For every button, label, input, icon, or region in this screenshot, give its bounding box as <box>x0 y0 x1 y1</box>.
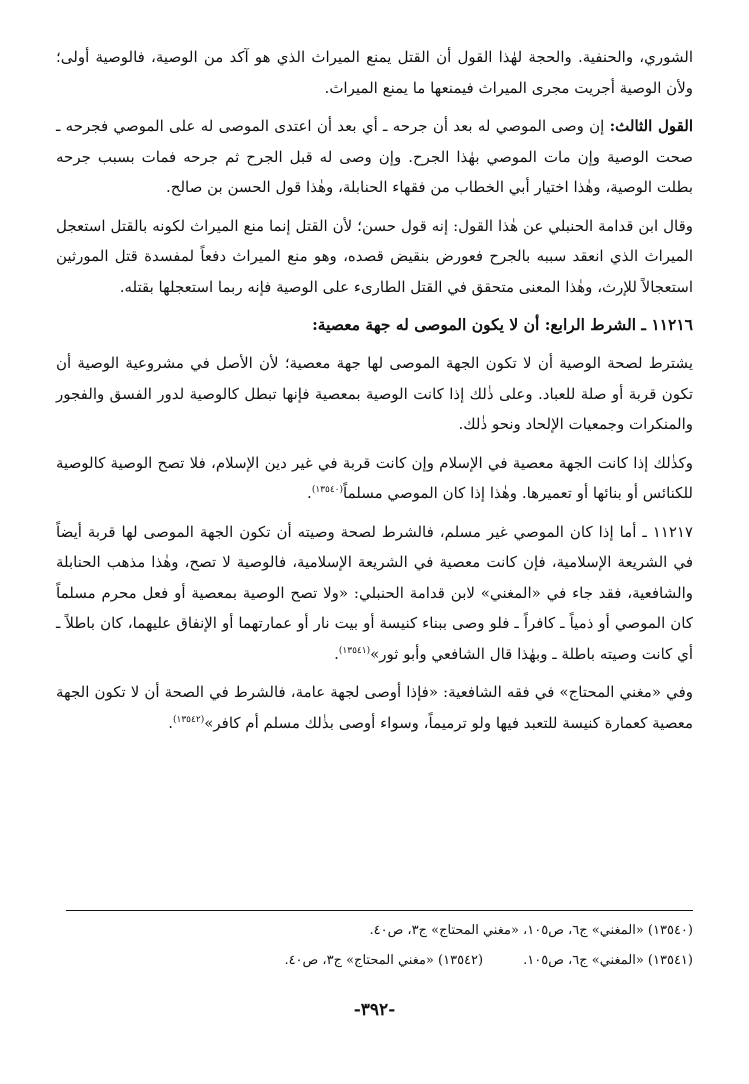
paragraph-text: وكذٰلك إذا كانت الجهة معصية في الإسلام وإن كانت قربة في غير دين الإسلام، فلا تصح الوصية كالوصية للكنائس أو بنائها أو تعميرها. وهٰذا إذا كان الموصي مسلماً <box>56 453 693 502</box>
footnote-1: (١٣٥٤٠) «المغني» ج٦، ص١٠٥، «مغني المحتاج» ج٣، ص٤٠. <box>369 923 693 938</box>
paragraph-text: ١١٢١٧ ـ أما إذا كان الموصي غير مسلم، فالشرط لصحة وصيته أن تكون الجهة الموصى لها قربة أيضاً في الشريعة الإسلامية، فإن كانت معصية في الشريعة الإسلامية، فالوصية لا تصح، وهٰذا مذهب الحنابلة والشافعية، فقد جاء في «المغني» لابن قدامة الحنبلي: «ولا تصح الوصية بمعصية أو فعل محرم مسلماً كان الموصي أو ذمياً ـ كافراً ـ فلو وصى ببناء كنيسة أو بيت نار أو عمارتهما أو الإنفاق عليهما، كان باطلاً ـ أي كانت وصيته باطلة ـ وبهٰذا قال الشافعي وأبو ثور» <box>56 522 694 663</box>
paragraph-lead: القول الثالث: <box>609 117 693 135</box>
footnote-ref[interactable]: (١٣٥٤٢) <box>173 714 205 725</box>
footnote-ref[interactable]: (١٣٥٤١) <box>338 645 371 656</box>
paragraph-non-muslim <box>56 517 693 670</box>
paragraph-text: وقال ابن قدامة الحنبلي عن هٰذا القول: إنه قول حسن؛ لأن القتل إنما منع الميراث لكونه بالقتل استعجل الميراث الذي انعقد سببه بالجرح فعورض بنقيض قصده، وهو منع الميراث دفعاً لمفسدة قتل المورثين استعجالاً للإرث، وهٰذا المعنى متحقق في القتل الطارىء على الوصية فإنه ربما استعجلها بقتله. <box>56 216 693 296</box>
paragraph-churches <box>56 448 693 509</box>
page-number: -٣٩٢- <box>353 1000 396 1020</box>
paragraph-text: الشوري، والحنفية. والحجة لهٰذا القول أن القتل يمنع الميراث الذي هو آكد من الوصية، فالوصية أولى؛ ولأن الوصية أجريت مجرى الميراث فيمنعها ما يمنع الميراث. <box>56 48 693 97</box>
paragraph-condition <box>56 348 693 440</box>
paragraph-hanafi-argument <box>56 42 693 103</box>
paragraph-tail: . <box>168 713 173 732</box>
paragraph-ibn-qudama <box>56 211 693 303</box>
paragraph-text: إن وصى الموصي له بعد أن جرحه ـ أي بعد أن اعتدى الموصى له على الموصي فجرحه ـ صحت الوصية وإن مات الموصي بهٰذا الجرح. وإن وصى له قبل الجرح ثم جرحه فمات بسبب جرحه بطلت الوصية، وهٰذا اختيار أبي الخطاب من فقهاء الحنابلة، وهٰذا قول الحسن بن صالح. <box>56 117 693 196</box>
section-heading: ١١٢١٦ ـ الشرط الرابع: أن لا يكون الموصى له جهة معصية: <box>312 315 693 334</box>
paragraph-text: وفي «مغني المحتاج» في فقه الشافعية: «فإذا أوصى لجهة عامة، فالشرط في الصحة أن لا تكون الجهة معصية كعمارة كنيسة للتعبد فيها ولو ترميماً، وسواء أوصى بذٰلك مسلم أم كافر» <box>56 683 693 732</box>
paragraph-third-opinion <box>56 111 693 203</box>
footnote-ref[interactable]: (١٣٥٤٠) <box>311 485 344 495</box>
footnote-3: (١٣٥٤٢) «مغني المحتاج» ج٣، ص٤٠. <box>284 953 484 968</box>
footnote-divider <box>66 910 693 911</box>
paragraph-text: يشترط لصحة الوصية أن لا تكون الجهة الموصى لها جهة معصية؛ لأن الأصل في مشروعية الوصية أن تكون قربة أو صلة للعباد. وعلى ذٰلك إذا كانت الوصية بمعصية فإنها تبطل كالوصية لدور الفسق والفجور والمنكرات وجمعيات الإلحاد ونحو ذٰلك. <box>56 354 693 433</box>
paragraph-mughni-muhtaj <box>56 677 693 738</box>
footnotes <box>56 916 693 976</box>
paragraph-tail: . <box>334 644 339 663</box>
paragraph-tail: . <box>307 484 312 502</box>
footnote-row <box>56 946 693 976</box>
document-page <box>56 42 693 1062</box>
footnote-2: (١٣٥٤١) «المغني» ج٦، ص١٠٥. <box>523 953 693 968</box>
